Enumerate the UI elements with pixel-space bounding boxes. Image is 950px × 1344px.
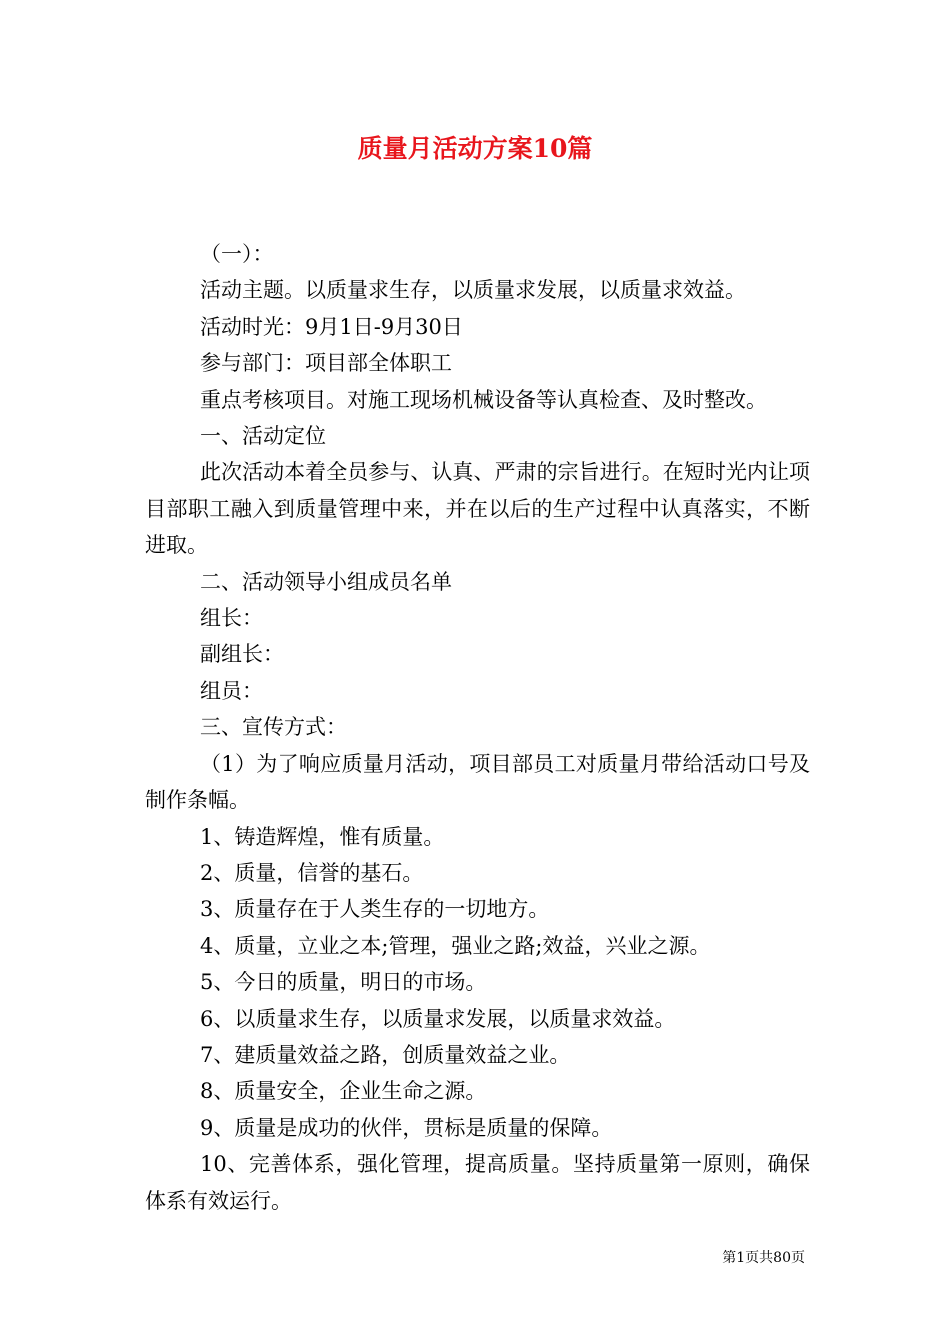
paragraph: （1）为了响应质量月活动，项目部员工对质量月带给活动口号及制作条幅。 xyxy=(145,751,810,813)
list-item: 9、质量是成功的伙伴，贯标是质量的保障。 xyxy=(200,1115,613,1140)
document-body xyxy=(145,236,810,1219)
list-item: 3、质量存在于人类生存的一切地方。 xyxy=(200,897,550,922)
paragraph: 此次活动本着全员参与、认真、严肃的宗旨进行。在短时光内让项目部职工融入到质量管理中来，并在以后的生产过程中认真落实，不断进取。 xyxy=(145,460,810,558)
paragraph: 组员： xyxy=(200,678,263,703)
list-item: 1、铸造辉煌，惟有质量。 xyxy=(200,824,445,849)
list-item: 10、完善体系，强化管理，提高质量。坚持质量第一原则，确保体系有效运行。 xyxy=(145,1152,810,1213)
document-title: 质量月活动方案10篇 xyxy=(357,134,593,163)
list-item: 5、今日的质量，明日的市场。 xyxy=(200,970,487,995)
list-item: 8、质量安全，企业生命之源。 xyxy=(200,1079,487,1104)
list-item: 2、质量，信誉的基石。 xyxy=(200,860,424,885)
list-item: 4、质量，立业之本;管理，强业之路;效益，兴业之源。 xyxy=(200,933,711,958)
paragraph: 参与部门：项目部全体职工 xyxy=(200,351,452,376)
paragraph: 副组长： xyxy=(200,642,284,667)
paragraph: 活动时光：9月1日-9月30日 xyxy=(200,314,463,339)
section-heading: 三、宣传方式： xyxy=(200,715,347,740)
section-heading: 一、活动定位 xyxy=(200,424,326,449)
paragraph: 重点考核项目。对施工现场机械设备等认真检查、及时整改。 xyxy=(200,387,767,412)
paragraph: （一）： xyxy=(200,242,274,266)
paragraph: 组长： xyxy=(200,606,263,631)
list-item: 7、建质量效益之路，创质量效益之业。 xyxy=(200,1042,571,1067)
section-heading: 二、活动领导小组成员名单 xyxy=(200,569,452,594)
list-item: 6、以质量求生存，以质量求发展，以质量求效益。 xyxy=(200,1006,676,1031)
paragraph: 活动主题。以质量求生存，以质量求发展，以质量求效益。 xyxy=(200,278,746,303)
page-number: 第1页共80页 xyxy=(722,1250,805,1266)
